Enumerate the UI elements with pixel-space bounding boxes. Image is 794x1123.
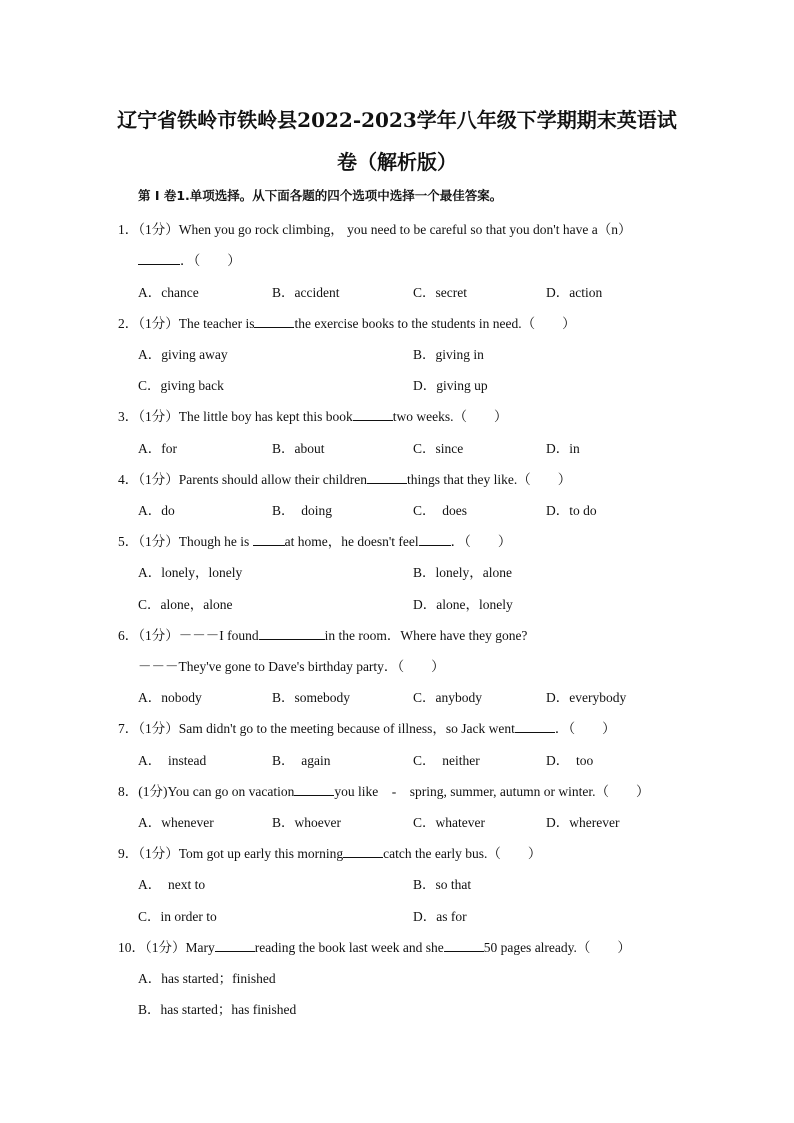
- question-7-option-c: C． neither: [413, 753, 480, 768]
- question-4-option-d: D．to do: [546, 503, 597, 518]
- question-10-stem: 10．（1分）Mary reading the book last week and she 50 pages already.（ ）: [118, 940, 631, 955]
- question-9-option-c: C．in order to: [138, 909, 217, 924]
- answer-blank: [419, 533, 451, 546]
- question-1-option-a: A．chance: [138, 285, 199, 300]
- question-6-option-b: B．somebody: [272, 690, 351, 705]
- question-8-option-d: D．wherever: [546, 815, 620, 830]
- question-5-option-a: A．lonely，lonely: [138, 565, 243, 580]
- question-8-option-b: B．whoever: [272, 815, 341, 830]
- question-7-option-b: B． again: [272, 753, 331, 768]
- question-4-option-c: C． does: [413, 503, 467, 518]
- answer-blank: [444, 939, 484, 952]
- question-6-option-a: A．nobody: [138, 690, 202, 705]
- question-5-stem: 5．（1分）Though he is at home，he doesn't feel ．（ ）: [118, 534, 512, 549]
- question-5-option-c: C．alone，alone: [138, 597, 233, 612]
- question-3-option-a: A．for: [138, 441, 177, 456]
- question-8-stem: 8．(1分)You can go on vacation you like - spring, summer, autumn or winter.（ ）: [118, 784, 650, 799]
- answer-blank: [294, 783, 334, 796]
- question-2-option-a: A．giving away: [138, 347, 228, 362]
- answer-blank: [259, 627, 325, 640]
- question-7-option-d: D． too: [546, 753, 594, 768]
- question-3-option-b: B．about: [272, 441, 325, 456]
- question-2-option-c: C．giving back: [138, 378, 224, 393]
- answer-blank: [367, 471, 407, 484]
- question-9-option-d: D．as for: [413, 909, 467, 924]
- question-9-stem: 9．（1分）Tom got up early this morning catch the early bus.（ ）: [118, 846, 542, 861]
- answer-blank: [138, 252, 180, 265]
- question-8-option-c: C．whatever: [413, 815, 485, 830]
- question-7-option-a: A． instead: [138, 753, 207, 768]
- question-4-option-a: A．do: [138, 503, 175, 518]
- question-3-stem: 3．（1分）The little boy has kept this book two weeks.（ ）: [118, 409, 508, 424]
- question-4-option-b: B． doing: [272, 503, 333, 518]
- answer-blank: [253, 533, 285, 546]
- question-9-option-b: B．so that: [413, 877, 472, 892]
- answer-blank: [254, 315, 294, 328]
- question-1-stem: 1．（1分）When you go rock climbing， you need to be careful so that you don't have a（n）: [118, 222, 632, 237]
- question-1-option-b: B．accident: [272, 285, 340, 300]
- question-4-stem: 4．（1分）Parents should allow their children things that they like.（ ）: [118, 472, 572, 487]
- section-heading: 第 I 卷1.单项选择。从下面各题的四个选项中选择一个最佳答案。: [138, 188, 503, 203]
- question-1-option-c: C．secret: [413, 285, 467, 300]
- answer-blank: [343, 845, 383, 858]
- question-1-stem-continued: ．（ ）: [138, 249, 241, 269]
- question-7-stem: 7．（1分）Sam didn't go to the meeting because of illness，so Jack went ．（ ）: [118, 721, 616, 736]
- question-6-option-c: C．anybody: [413, 690, 482, 705]
- question-6-stem: 6．（1分）－－－I found in the room．Where have they gone?: [118, 628, 528, 643]
- answer-blank: [353, 408, 393, 421]
- document-title-line-2: 卷（解析版）: [337, 150, 457, 174]
- question-6-response-line: －－－They've gone to Dave's birthday party．（ ）: [138, 659, 445, 674]
- question-2-stem: 2．（1分）The teacher is the exercise books to the students in need.（ ）: [118, 316, 576, 331]
- question-3-option-d: D．in: [546, 441, 580, 456]
- question-10-option-a: A．has started；finished: [138, 971, 276, 986]
- question-2-option-d: D．giving up: [413, 378, 488, 393]
- question-5-option-b: B．lonely，alone: [413, 565, 512, 580]
- question-3-option-c: C．since: [413, 441, 464, 456]
- question-9-option-a: A． next to: [138, 877, 206, 892]
- document-title-line-1: 辽宁省铁岭市铁岭县2022-2023学年八年级下学期期末英语试: [117, 108, 677, 132]
- question-8-option-a: A．whenever: [138, 815, 214, 830]
- question-5-option-d: D．alone，lonely: [413, 597, 513, 612]
- question-6-option-d: D．everybody: [546, 690, 627, 705]
- question-1-option-d: D．action: [546, 285, 603, 300]
- question-2-option-b: B．giving in: [413, 347, 484, 362]
- question-10-option-b: B．has started；has finished: [138, 1002, 297, 1017]
- answer-blank: [515, 720, 555, 733]
- answer-blank: [215, 939, 255, 952]
